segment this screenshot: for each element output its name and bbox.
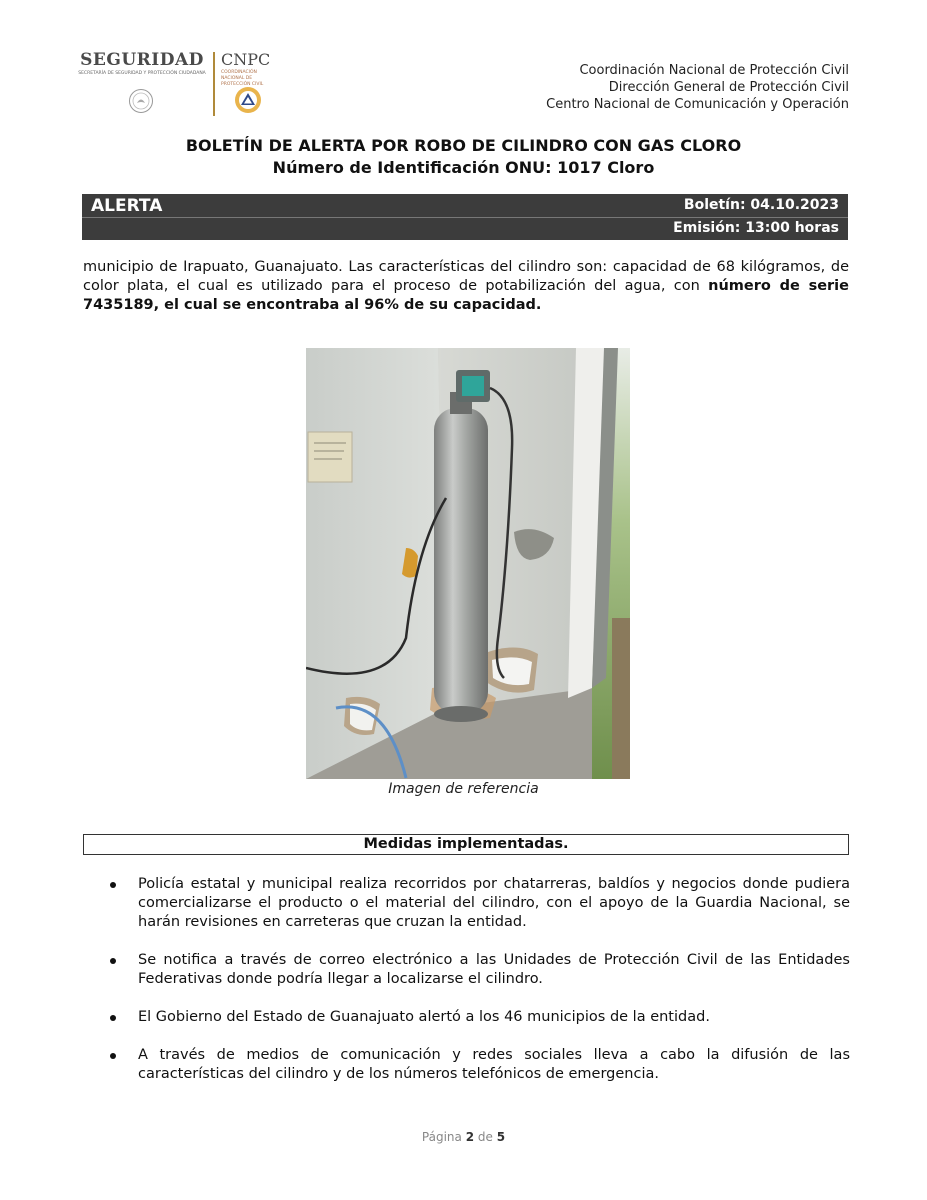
- seguridad-logo: [76, 50, 208, 77]
- list-item: [110, 875, 850, 932]
- footer-prefix: Página: [421, 1130, 462, 1144]
- description-text: municipio de Irapuato, Guanajuato. Las características del cilindro son: capacidad de 68 kilógramos, de color plata, el cual es utilizado para el proceso de potabilización del agua, con: [83, 259, 849, 294]
- logo-divider: [213, 52, 215, 116]
- footer-current-page: 2: [465, 1130, 475, 1144]
- page-footer: [0, 1130, 927, 1144]
- seguridad-logo-text: SEGURIDAD: [80, 50, 204, 70]
- agency-line-2: Dirección General de Protección Civil: [608, 80, 849, 95]
- photo-caption: Imagen de referencia: [388, 781, 539, 797]
- seguridad-logo-subtitle: SECRETARÍA DE SEGURIDAD Y PROTECCIÓN CIUDADANA: [78, 71, 206, 76]
- alert-label: ALERTA: [91, 196, 163, 216]
- bullet-icon: [110, 1053, 116, 1059]
- list-item-text: Policía estatal y municipal realiza recorridos por chatarreras, baldíos y negocios donde pudiera comercializarse el producto o el material del cilindro, con el apoyo de la Guardia Nacional, se harán revisiones en carreteras que cruzan la entidad.: [138, 876, 850, 930]
- list-item-text: Se notifica a través de correo electrónico a las Unidades de Protección Civil de las Entidades Federativas donde podría llegar a localizarse el cilindro.: [138, 952, 850, 987]
- header-logos: [76, 50, 296, 122]
- cnpc-logo-subtitle: COORDINACIÓN NACIONAL DE PROTECCIÓN CIVIL: [221, 70, 264, 87]
- bulletin-subtitle: Número de Identificación ONU: 1017 Cloro: [272, 158, 655, 177]
- list-item-text: A través de medios de comunicación y redes sociales lleva a cabo la difusión de las características del cilindro y de los números telefónicos de emergencia.: [138, 1047, 850, 1082]
- alert-bar-bottom: [82, 217, 848, 240]
- measures-heading: Medidas implementadas.: [83, 834, 849, 855]
- cylinder-description: [83, 258, 849, 315]
- bulletin-date: Boletín: 04.10.2023: [683, 197, 839, 213]
- mexico-seal-icon: [128, 88, 154, 114]
- measures-list: [110, 875, 850, 1084]
- cnpc-logo: [221, 50, 296, 88]
- list-item: [110, 1008, 850, 1027]
- footer-total-pages: 5: [496, 1130, 506, 1144]
- footer-of: de: [477, 1130, 493, 1144]
- civil-protection-emblem-icon: [234, 86, 262, 114]
- agency-line-3: Centro Nacional de Comunicación y Operación: [546, 97, 849, 112]
- cnpc-logo-text: CNPC: [221, 50, 271, 69]
- list-item-text: El Gobierno del Estado de Guanajuato alertó a los 46 municipios de la entidad.: [138, 1009, 710, 1025]
- list-item: [110, 951, 850, 989]
- agency-line-1: Coordinación Nacional de Protección Civil: [579, 63, 849, 78]
- bulletin-title: BOLETÍN DE ALERTA POR ROBO DE CILINDRO CON GAS CLORO: [185, 136, 742, 155]
- reference-photo: [306, 348, 630, 779]
- bullet-icon: [110, 1015, 116, 1021]
- bullet-icon: [110, 958, 116, 964]
- agency-block: [546, 62, 849, 113]
- bullet-icon: [110, 882, 116, 888]
- alert-bar-top: [82, 194, 848, 217]
- list-item: [110, 1046, 850, 1084]
- description-serial: número de serie 7435189, el cual se encontraba al 96% de su capacidad.: [83, 278, 849, 313]
- emission-time: Emisión: 13:00 horas: [673, 220, 839, 236]
